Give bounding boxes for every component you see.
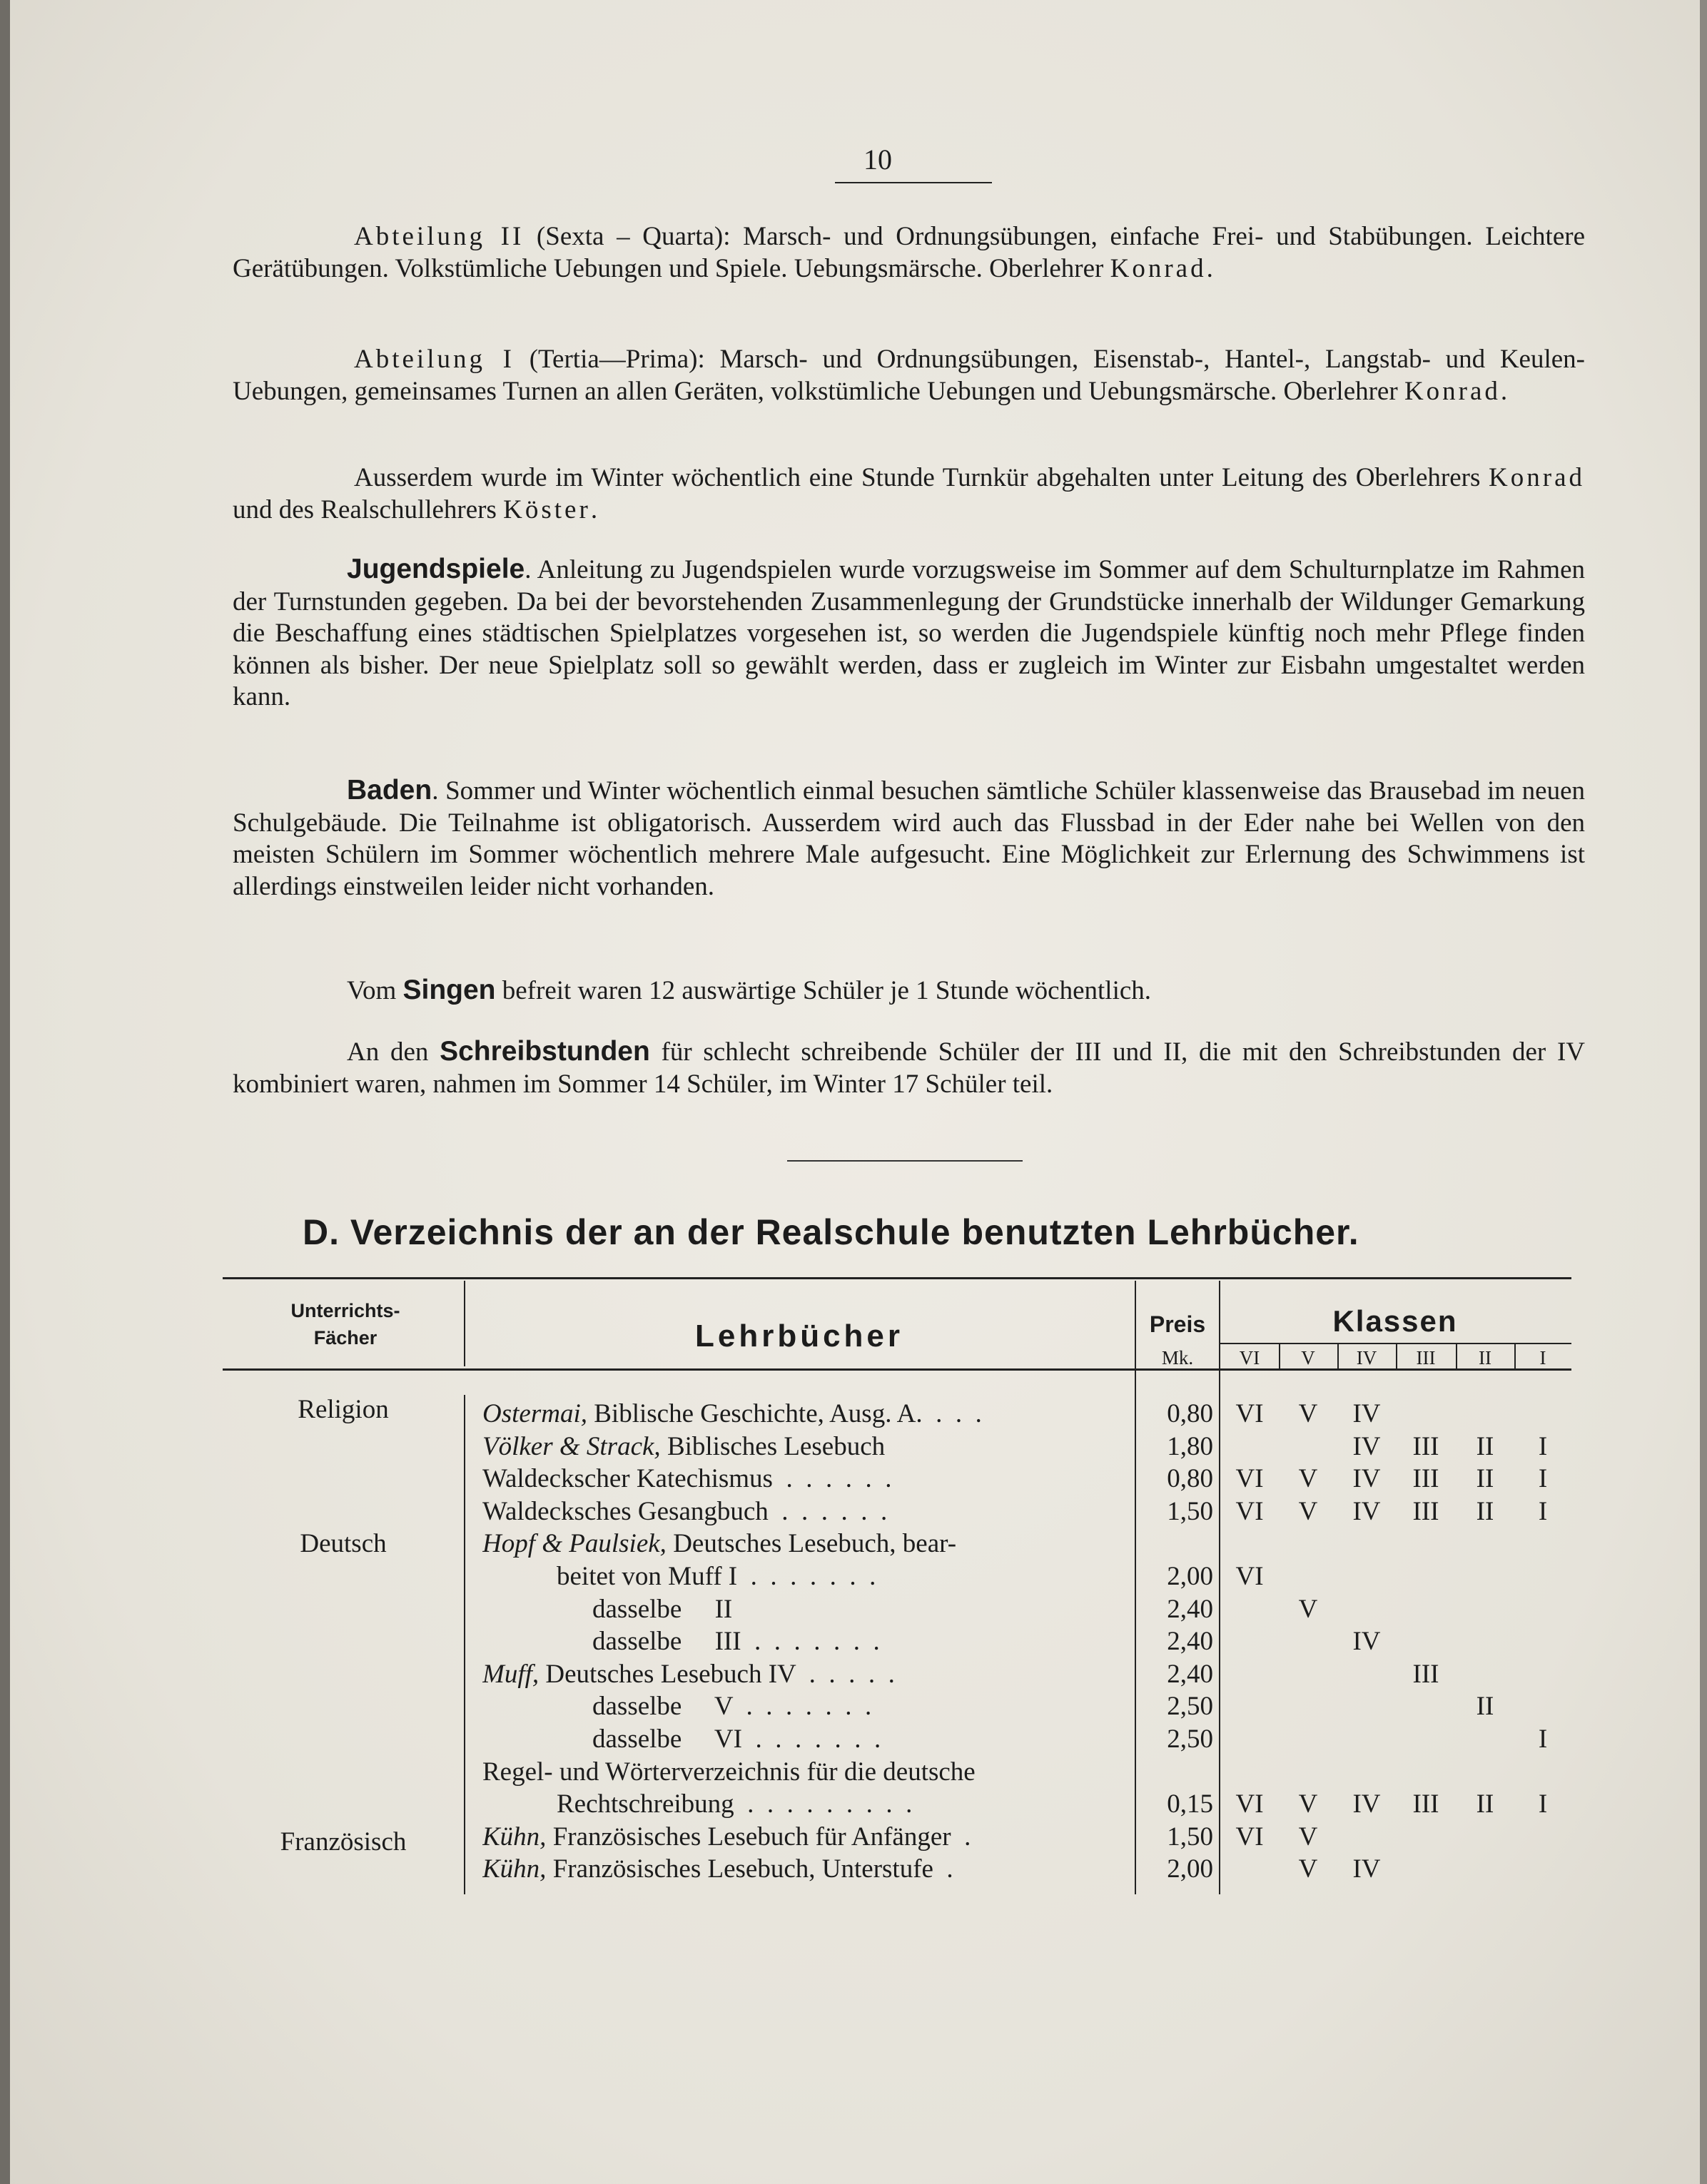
jugendspiele-label: Jugendspiele — [347, 554, 525, 584]
klasse-mark: VI — [1235, 1464, 1264, 1493]
klasse-mark: V — [1298, 1854, 1318, 1884]
book-author: Muff, — [482, 1660, 540, 1689]
klasse-col-IV: IV — [1356, 1347, 1377, 1368]
schreib-prefix: An den — [347, 1037, 440, 1067]
section-divider — [787, 1160, 1023, 1162]
abteilung-1-label: Abteilung I — [354, 345, 515, 374]
book-price: 2,00 — [1167, 1854, 1213, 1884]
klasse-mark: VI — [1235, 1562, 1264, 1591]
col-divider-faecher-head — [464, 1281, 465, 1366]
paragraph-schreibstunden — [233, 1036, 1585, 1100]
scan-edge-right — [1700, 0, 1707, 2184]
klasse-mark: V — [1298, 1789, 1318, 1819]
book-text: Waldecksches Gesangbuch . . . . . . — [482, 1497, 888, 1526]
paragraph-abteilung-2 — [233, 221, 1585, 285]
scan-edge-left — [0, 0, 10, 2184]
paragraph-baden — [233, 775, 1585, 903]
klasse-mark: I — [1538, 1725, 1548, 1754]
klasse-mark: I — [1538, 1497, 1548, 1526]
header-lehrbuecher: Lehrbücher — [694, 1319, 904, 1353]
book-price: 2,40 — [1167, 1627, 1213, 1656]
book-title — [482, 1854, 1125, 1884]
book-author: Kühn, — [482, 1822, 547, 1852]
book-text: Regel- und Wörterverzeichnis für die deutsche — [482, 1757, 976, 1787]
book-text: Französisches Lesebuch, Unterstufe . — [546, 1854, 953, 1884]
book-price: 2,40 — [1167, 1660, 1213, 1689]
book-title — [482, 1398, 1125, 1429]
ausserdem-teacher-1: Konrad — [1489, 463, 1585, 492]
paragraph-ausserdem — [233, 462, 1585, 526]
ausserdem-middle: und des Realschullehrers — [233, 494, 504, 524]
abteilung-1-text: (Tertia—Prima): Marsch- und Ordnungsübungen, Eisenstab-, Hantel-, Langstab- und Keulen-Uebungen, gemeinsames Turnen an allen Geräten, volkstümliche Uebungen und Uebungsmärsche. Oberlehrer — [233, 345, 1585, 406]
book-text: Biblisches Lesebuch — [660, 1432, 886, 1461]
klasse-mark: IV — [1352, 1464, 1381, 1493]
klasse-mark: I — [1538, 1789, 1548, 1819]
abteilung-2-text: (Sexta – Quarta): Marsch- und Ordnungsübungen, einfache Frei- und Stabübungen. Leichtere Gerätübungen. Volkstümliche Uebungen und Spiele. Uebungsmärsche. Oberlehrer — [233, 222, 1585, 283]
book-title — [482, 1496, 1125, 1527]
header-faecher-line1: Unterrichts- — [290, 1300, 400, 1321]
abteilung-1-teacher: Konrad — [1404, 376, 1501, 406]
book-text: Rechtschreibung . . . . . . . . . — [557, 1789, 913, 1819]
book-title — [482, 1822, 1125, 1852]
klassen-sub-rule — [1219, 1343, 1571, 1344]
book-text: dasselbe III . . . . . . . — [592, 1627, 880, 1656]
klasse-mark: II — [1476, 1692, 1494, 1721]
klasse-mark: V — [1298, 1822, 1318, 1852]
section-heading: D. Verzeichnis der an der Realschule benutzten Lehrbücher. — [303, 1212, 1359, 1252]
book-author: Völker & Strack, — [482, 1432, 661, 1461]
book-price: 1,80 — [1167, 1432, 1213, 1461]
klasse-mark: VI — [1235, 1789, 1264, 1819]
abteilung-2-teacher: Konrad — [1110, 253, 1207, 283]
book-text: Waldeckscher Katechismus . . . . . . — [482, 1464, 892, 1493]
book-price: 2,40 — [1167, 1595, 1213, 1624]
book-price: 2,00 — [1167, 1562, 1213, 1591]
book-author: Kühn, — [482, 1854, 547, 1884]
klasse-mark: III — [1412, 1432, 1439, 1461]
abteilung-2-end: . — [1206, 253, 1213, 283]
page-number-rule — [835, 182, 992, 183]
book-title — [482, 1431, 1125, 1462]
subject-religion: Religion — [298, 1395, 389, 1424]
header-faecher-line2: Fächer — [313, 1327, 378, 1349]
klasse-mark: IV — [1352, 1432, 1381, 1461]
book-text: Deutsches Lesebuch IV . . . . . — [539, 1660, 895, 1689]
book-price: 0,15 — [1167, 1789, 1213, 1819]
klasse-mark: III — [1412, 1660, 1439, 1689]
col-divider-faecher — [464, 1395, 465, 1894]
book-title — [557, 1789, 1199, 1819]
jugendspiele-text: . Anleitung zu Jugendspielen wurde vorzugsweise im Sommer auf dem Schulturnplatze im Rahmen der Turnstunden gegeben. Da bei der bevorstehenden Zusammenlegung der Grundstücke innerhalb der Wildunger Gemarkung die Beschaffung eines städtischen Spielplatzes vorgesehen ist, so werden die Jugendspiele künftig noch mehr Pflege finden können als bisher. Der neue Spielplatz soll so gewählt werden, dass er zugleich im Winter zur Eisbahn umgestaltet werden kann. — [233, 555, 1585, 711]
ausserdem-text: Ausserdem wurde im Winter wöchentlich eine Stunde Turnkür abgehalten unter Leitung des Oberlehrers — [354, 463, 1489, 492]
book-title — [482, 1528, 1125, 1559]
book-text: dasselbe VI . . . . . . . — [592, 1725, 881, 1754]
paragraph-abteilung-1 — [233, 344, 1585, 407]
klasse-mark: IV — [1352, 1854, 1381, 1884]
klasse-mark: III — [1412, 1789, 1439, 1819]
klasse-mark: VI — [1235, 1497, 1264, 1526]
klasse-mark: V — [1298, 1399, 1318, 1428]
singen-text: befreit waren 12 auswärtige Schüler je 1 Stunde wöchentlich. — [495, 976, 1152, 1005]
abteilung-2-label: Abteilung II — [354, 222, 525, 251]
book-price: 2,50 — [1167, 1725, 1213, 1754]
klasse-col-V: V — [1301, 1347, 1315, 1368]
page-number: 10 — [863, 143, 892, 176]
header-preis: Preis — [1149, 1311, 1206, 1337]
klasse-mark: II — [1476, 1432, 1494, 1461]
book-text: dasselbe V . . . . . . . — [592, 1692, 872, 1721]
table-top-rule — [223, 1277, 1571, 1279]
book-price: 0,80 — [1167, 1464, 1213, 1493]
book-title — [557, 1561, 1199, 1592]
book-text: Französisches Lesebuch für Anfänger . — [546, 1822, 971, 1852]
ausserdem-teacher-2: Köster — [503, 494, 591, 524]
paragraph-jugendspiele — [233, 554, 1585, 713]
singen-label: Singen — [402, 975, 496, 1005]
baden-label: Baden — [347, 775, 432, 806]
book-author: Ostermai, — [482, 1399, 587, 1428]
subject-deutsch: Deutsch — [300, 1529, 387, 1558]
singen-prefix: Vom — [347, 976, 403, 1005]
book-price: 0,80 — [1167, 1399, 1213, 1428]
header-mk: Mk. — [1161, 1347, 1194, 1368]
klasse-mark: II — [1476, 1497, 1494, 1526]
klasse-col-III: III — [1416, 1347, 1436, 1368]
book-title — [482, 1757, 1125, 1787]
klasse-mark: V — [1298, 1497, 1318, 1526]
klasse-mark: IV — [1352, 1789, 1381, 1819]
book-price: 2,50 — [1167, 1692, 1213, 1721]
abteilung-1-end: . — [1500, 376, 1508, 406]
klasse-mark: I — [1538, 1432, 1548, 1461]
klasse-mark: IV — [1352, 1627, 1381, 1656]
schreib-text: für schlecht schreibende Schüler der III und II, die mit den Schreibstunden der IV kombiniert waren, nahmen im Sommer 14 Schüler, im Winter 17 Schüler teil. — [233, 1037, 1585, 1099]
subject-franzoesisch: Französisch — [280, 1827, 407, 1857]
klasse-mark: VI — [1235, 1399, 1264, 1428]
book-price: 1,50 — [1167, 1497, 1213, 1526]
klasse-col-I: I — [1539, 1347, 1546, 1368]
book-title — [482, 1463, 1125, 1494]
klasse-mark: IV — [1352, 1497, 1381, 1526]
klasse-mark: II — [1476, 1464, 1494, 1493]
schreibstunden-label: Schreibstunden — [440, 1036, 650, 1067]
klasse-mark: V — [1298, 1464, 1318, 1493]
ausserdem-end: . — [590, 494, 598, 524]
klasse-mark: III — [1412, 1497, 1439, 1526]
klasse-mark: IV — [1352, 1399, 1381, 1428]
book-text: Deutsches Lesebuch, bear- — [666, 1529, 957, 1558]
klasse-mark: I — [1538, 1464, 1548, 1493]
book-author: Hopf & Paulsiek, — [482, 1529, 667, 1558]
book-text: Biblische Geschichte, Ausg. A. . . . — [587, 1399, 982, 1428]
book-text: dasselbe II — [592, 1595, 733, 1624]
klasse-mark: III — [1412, 1464, 1439, 1493]
klasse-mark: II — [1476, 1789, 1494, 1819]
klasse-mark: V — [1298, 1595, 1318, 1624]
book-price: 1,50 — [1167, 1822, 1213, 1852]
baden-text: . Sommer und Winter wöchentlich einmal besuchen sämtliche Schüler klassenweise das Brausebad im neuen Schulgebäude. Die Teilnahme ist obligatorisch. Ausserdem wird auch das Flussbad in der Eder nahe bei Wellen von den meisten Schülern im Sommer wöchentlich mehrere Male aufgesucht. Eine Möglichkeit zur Erlernung des Schwimmens ist allerdings einstweilen leider nicht vorhanden. — [233, 776, 1585, 901]
header-klassen: Klassen — [1332, 1304, 1458, 1338]
book-title — [482, 1659, 1125, 1690]
paragraph-singen — [233, 975, 1585, 1007]
klasse-col-VI: VI — [1239, 1347, 1260, 1368]
klasse-col-II: II — [1479, 1347, 1491, 1368]
book-text: beitet von Muff I . . . . . . . — [557, 1562, 876, 1591]
klasse-mark: VI — [1235, 1822, 1264, 1852]
header-faecher — [233, 1297, 458, 1351]
